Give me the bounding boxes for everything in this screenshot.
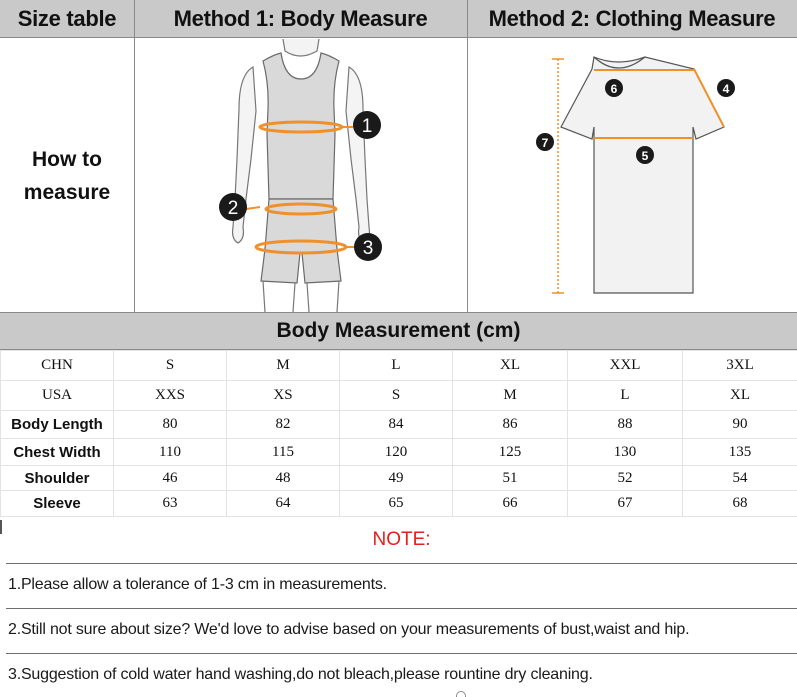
table-cell: 115 xyxy=(227,439,340,466)
table-cell: L xyxy=(340,351,453,381)
table-cell: 51 xyxy=(453,466,568,491)
tshirt-figure xyxy=(561,57,724,293)
table-cell: 3XL xyxy=(683,351,797,381)
table-cell: 110 xyxy=(114,439,227,466)
note-item-3: 3.Suggestion of cold water hand washing,do not bleach,please rountine dry cleaning. xyxy=(8,666,593,683)
note-item-2: 2.Still not sure about size? We'd love to advise based on your measurements of bust,waist and hip. xyxy=(8,621,690,638)
how-to-line-2: measure xyxy=(23,181,111,204)
marker-3 xyxy=(354,233,382,261)
row-label: Sleeve xyxy=(1,491,114,517)
svg-text:4: 4 xyxy=(722,82,730,96)
size-table xyxy=(0,350,797,517)
section-title: Body Measurement (cm) xyxy=(0,312,797,350)
svg-text:5: 5 xyxy=(641,149,649,163)
svg-text:3: 3 xyxy=(362,238,374,259)
table-cell: 68 xyxy=(683,491,797,517)
row-label: USA xyxy=(1,381,114,411)
row-label: Chest Width xyxy=(1,439,114,466)
marker-4 xyxy=(717,79,735,97)
svg-text:1: 1 xyxy=(361,116,373,137)
note-item-1: 1.Please allow a tolerance of 1-3 cm in measurements. xyxy=(8,576,387,593)
marker-6 xyxy=(605,79,623,97)
header-bar xyxy=(0,0,797,38)
table-cell: 46 xyxy=(114,466,227,491)
table-cell: 63 xyxy=(114,491,227,517)
table-cell: S xyxy=(340,381,453,411)
note-title: NOTE: xyxy=(372,528,431,550)
table-cell: 135 xyxy=(683,439,797,466)
row-label: CHN xyxy=(1,351,114,381)
table-cell: XXL xyxy=(568,351,683,381)
table-cell: 130 xyxy=(568,439,683,466)
header-method-1: Method 1: Body Measure xyxy=(173,6,428,31)
body-figure xyxy=(233,39,370,312)
how-to-line-1: How to xyxy=(32,148,102,171)
marker-2 xyxy=(219,193,247,221)
table-cell: 49 xyxy=(340,466,453,491)
table-cell: M xyxy=(453,381,568,411)
table-cell: S xyxy=(114,351,227,381)
table-cell: 84 xyxy=(340,411,453,439)
table-row xyxy=(1,439,797,466)
table-cell: 65 xyxy=(340,491,453,517)
table-cell: XS xyxy=(227,381,340,411)
header-method-2: Method 2: Clothing Measure xyxy=(488,6,776,31)
table-cell: 52 xyxy=(568,466,683,491)
marker-5 xyxy=(636,146,654,164)
table-cell: XL xyxy=(683,381,797,411)
row-label: Body Length xyxy=(1,411,114,439)
clothing-measure-illustration xyxy=(468,39,797,312)
table-row xyxy=(1,381,797,411)
marker-7 xyxy=(536,133,554,151)
header-size-table: Size table xyxy=(17,6,117,31)
left-edge-mark xyxy=(0,520,2,534)
table-cell: 125 xyxy=(453,439,568,466)
table-cell: 80 xyxy=(114,411,227,439)
table-row xyxy=(1,411,797,439)
svg-text:2: 2 xyxy=(227,198,239,219)
svg-text:7: 7 xyxy=(541,136,549,150)
table-cell: L xyxy=(568,381,683,411)
table-cell: M xyxy=(227,351,340,381)
table-cell: XL xyxy=(453,351,568,381)
table-cell: 66 xyxy=(453,491,568,517)
notes-panel xyxy=(6,516,797,697)
table-cell: 54 xyxy=(683,466,797,491)
table-cell: 120 xyxy=(340,439,453,466)
how-to-measure-label xyxy=(0,40,134,312)
marker-1 xyxy=(353,111,381,139)
svg-text:6: 6 xyxy=(610,82,618,96)
bottom-handle xyxy=(456,691,466,697)
table-cell: 67 xyxy=(568,491,683,517)
table-cell: 64 xyxy=(227,491,340,517)
row-label: Shoulder xyxy=(1,466,114,491)
table-cell: 48 xyxy=(227,466,340,491)
table-row xyxy=(1,351,797,381)
table-cell: 82 xyxy=(227,411,340,439)
table-row xyxy=(1,491,797,517)
table-cell: 88 xyxy=(568,411,683,439)
body-measure-illustration xyxy=(135,39,467,312)
table-cell: 86 xyxy=(453,411,568,439)
table-cell: 90 xyxy=(683,411,797,439)
table-row xyxy=(1,466,797,491)
table-cell: XXS xyxy=(114,381,227,411)
